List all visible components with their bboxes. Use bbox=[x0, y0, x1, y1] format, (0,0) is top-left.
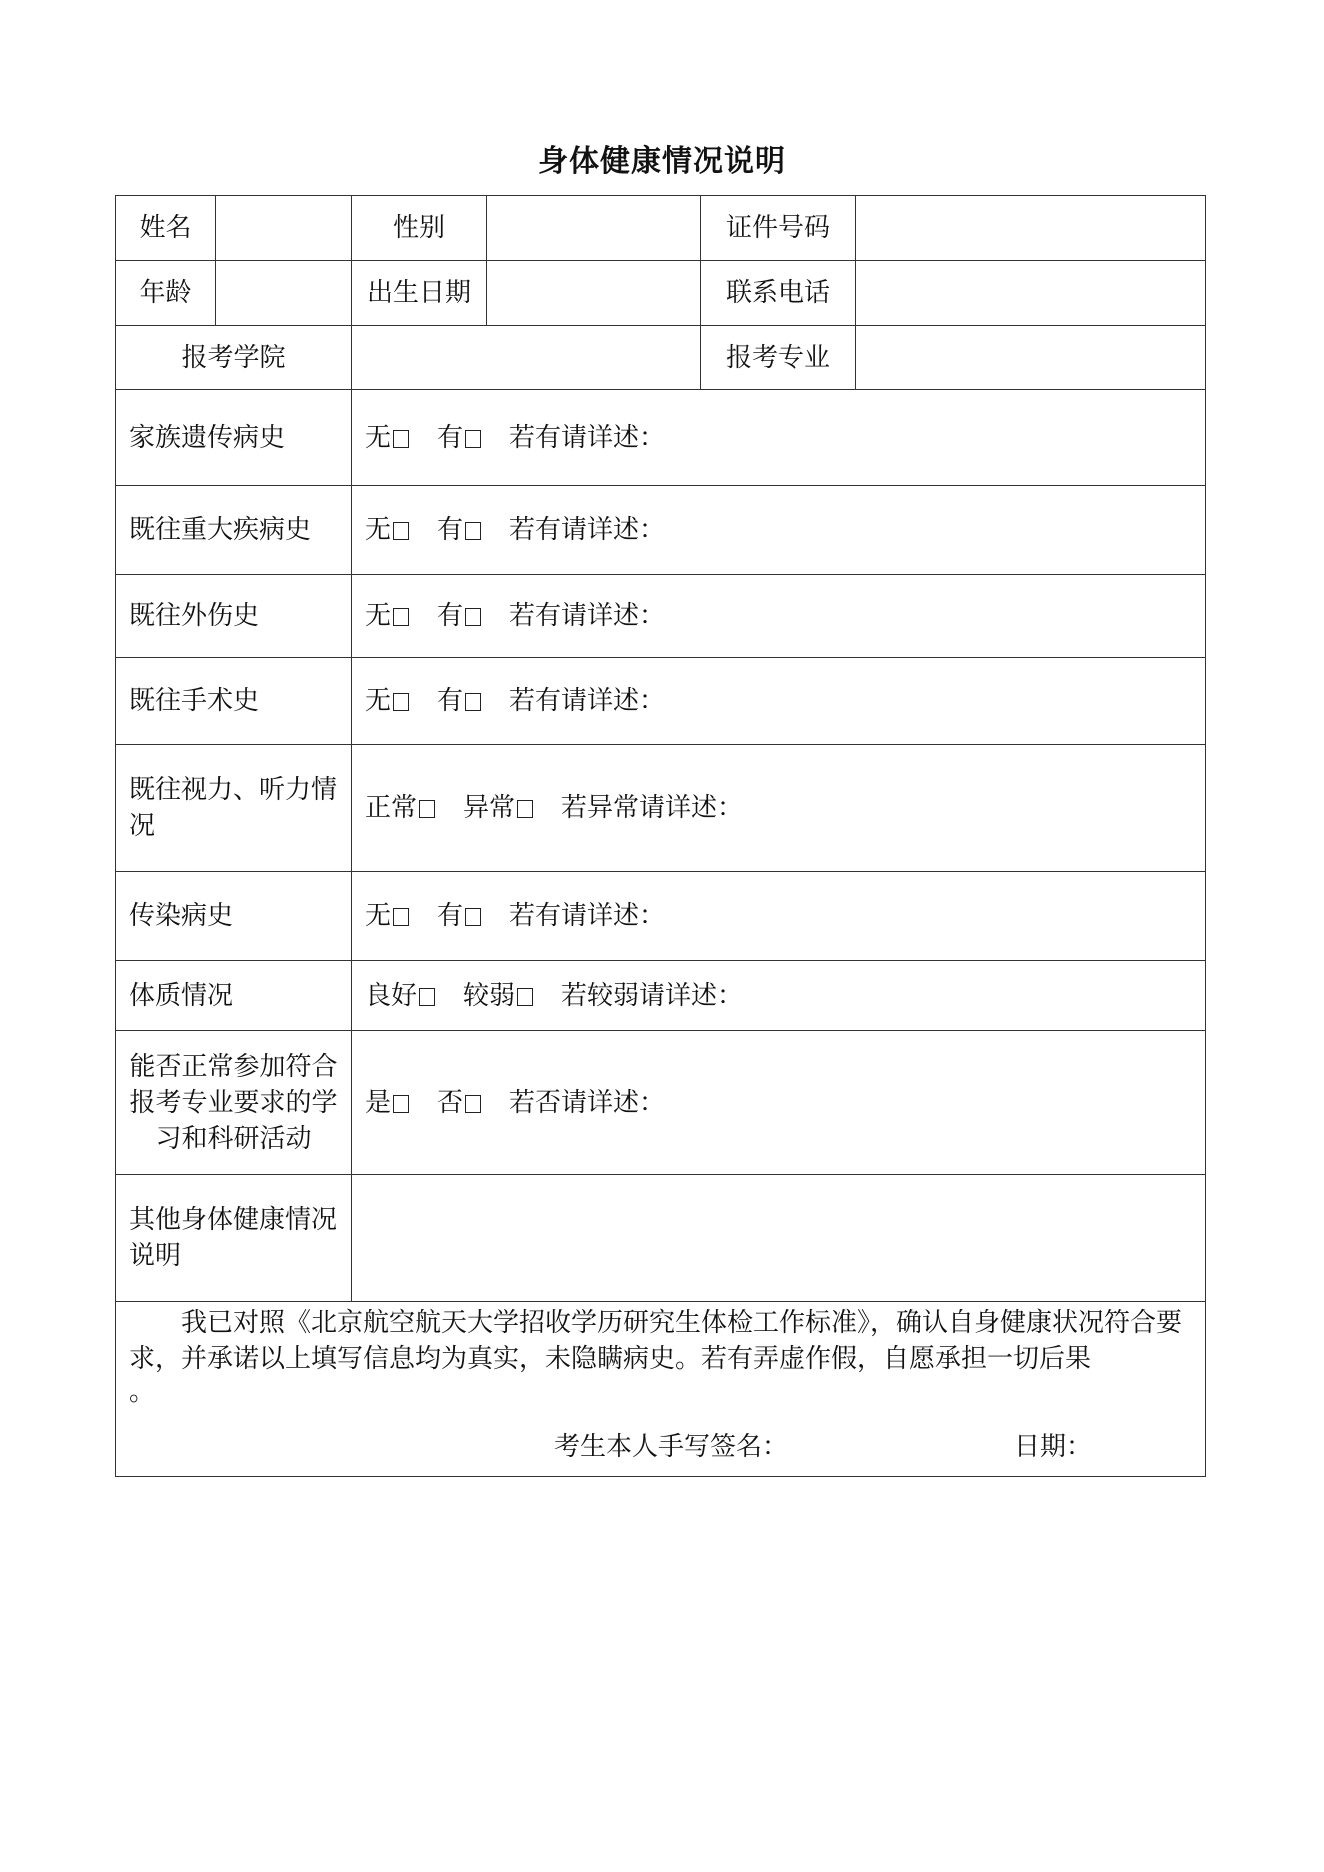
row-age-birth-phone bbox=[116, 261, 1206, 326]
option-1[interactable]: 无 bbox=[365, 686, 409, 716]
checkbox[interactable] bbox=[393, 522, 409, 540]
pledge-end-mark: 。 bbox=[129, 1377, 156, 1407]
pledge-cell bbox=[116, 1302, 1206, 1477]
row-label: 既往重大疾病史 bbox=[116, 486, 352, 575]
row-label: 既往手术史 bbox=[116, 658, 352, 745]
checkbox[interactable] bbox=[517, 988, 533, 1006]
option-1[interactable]: 无 bbox=[365, 423, 409, 453]
checkbox[interactable] bbox=[465, 522, 481, 540]
birth-date-label: 出生日期 bbox=[352, 261, 487, 326]
option-2[interactable]: 有 bbox=[437, 601, 481, 631]
checkbox[interactable] bbox=[465, 1095, 481, 1113]
checkbox[interactable] bbox=[393, 608, 409, 626]
row-label: 能否正常参加符合报考专业要求的学习和科研活动 bbox=[116, 1031, 352, 1175]
row-options bbox=[352, 486, 1206, 575]
college-label: 报考学院 bbox=[116, 326, 352, 390]
option-2[interactable]: 有 bbox=[437, 515, 481, 545]
row-family-history bbox=[116, 390, 1206, 486]
option-2[interactable]: 异常 bbox=[463, 793, 533, 823]
checkbox[interactable] bbox=[393, 1095, 409, 1113]
detail-prompt: 若较弱请详述： bbox=[561, 980, 744, 1011]
checkbox[interactable] bbox=[419, 800, 435, 818]
option-1[interactable]: 无 bbox=[365, 601, 409, 631]
row-college-major bbox=[116, 326, 1206, 390]
row-vision-hearing bbox=[116, 745, 1206, 872]
birth-date-field[interactable] bbox=[487, 261, 701, 326]
detail-prompt: 若有请详述： bbox=[509, 686, 666, 716]
row-options bbox=[352, 745, 1206, 872]
row-label: 体质情况 bbox=[116, 961, 352, 1031]
row-options bbox=[352, 872, 1206, 961]
row-major-illness bbox=[116, 486, 1206, 575]
major-field[interactable] bbox=[856, 326, 1206, 390]
checkbox[interactable] bbox=[465, 430, 481, 448]
option-2[interactable]: 否 bbox=[437, 1088, 481, 1118]
other-health-label: 其他身体健康情况说明 bbox=[116, 1175, 352, 1302]
checkbox[interactable] bbox=[393, 430, 409, 448]
gender-label: 性别 bbox=[352, 196, 487, 261]
id-number-field[interactable] bbox=[856, 196, 1206, 261]
checkbox[interactable] bbox=[393, 908, 409, 926]
signature-line bbox=[129, 1429, 1192, 1473]
checkbox[interactable] bbox=[465, 608, 481, 626]
checkbox[interactable] bbox=[465, 693, 481, 711]
row-injury-history bbox=[116, 575, 1206, 658]
row-infectious-disease bbox=[116, 872, 1206, 961]
row-options bbox=[352, 390, 1206, 486]
row-label: 家族遗传病史 bbox=[116, 390, 352, 486]
row-options bbox=[352, 658, 1206, 745]
age-label: 年龄 bbox=[116, 261, 216, 326]
detail-prompt: 若有请详述： bbox=[509, 901, 666, 931]
name-field[interactable] bbox=[216, 196, 352, 261]
row-pledge bbox=[116, 1302, 1206, 1477]
row-physique bbox=[116, 961, 1206, 1031]
option-2[interactable]: 有 bbox=[437, 901, 481, 931]
phone-field[interactable] bbox=[856, 261, 1206, 326]
major-label: 报考专业 bbox=[701, 326, 856, 390]
checkbox[interactable] bbox=[419, 988, 435, 1006]
age-field[interactable] bbox=[216, 261, 352, 326]
row-label: 传染病史 bbox=[116, 872, 352, 961]
detail-prompt: 若有请详述： bbox=[509, 515, 666, 545]
checkbox[interactable] bbox=[393, 693, 409, 711]
row-study-ability bbox=[116, 1031, 1206, 1175]
detail-prompt: 若异常请详述： bbox=[561, 793, 744, 823]
option-1[interactable]: 正常 bbox=[365, 793, 435, 823]
name-label: 姓名 bbox=[116, 196, 216, 261]
option-1[interactable]: 无 bbox=[365, 901, 409, 931]
detail-prompt: 若有请详述： bbox=[509, 601, 666, 631]
row-options bbox=[352, 961, 1206, 1031]
detail-prompt: 若否请详述： bbox=[509, 1087, 666, 1118]
pledge-text: 我已对照《北京航空航天大学招收学历研究生体检工作标准》，确认自身健康状况符合要求，并承诺以上填写信息均为真实，未隐瞒病史。若有弄虚作假，自愿承担一切后果 bbox=[129, 1308, 1183, 1374]
id-number-label: 证件号码 bbox=[701, 196, 856, 261]
checkbox[interactable] bbox=[465, 908, 481, 926]
row-options bbox=[352, 575, 1206, 658]
option-2[interactable]: 有 bbox=[437, 686, 481, 716]
other-health-field[interactable] bbox=[352, 1175, 1206, 1302]
row-name-gender-id bbox=[116, 196, 1206, 261]
gender-field[interactable] bbox=[487, 196, 701, 261]
row-surgery-history bbox=[116, 658, 1206, 745]
phone-label: 联系电话 bbox=[701, 261, 856, 326]
signature-label: 考生本人手写签名： bbox=[554, 1432, 789, 1462]
row-options bbox=[352, 1031, 1206, 1175]
row-label: 既往视力、听力情况 bbox=[116, 745, 352, 872]
page-title: 身体健康情况说明 bbox=[538, 144, 786, 179]
checkbox[interactable] bbox=[517, 800, 533, 818]
row-other-health bbox=[116, 1175, 1206, 1302]
date-label: 日期： bbox=[1014, 1432, 1093, 1462]
option-1[interactable]: 是 bbox=[365, 1088, 409, 1118]
option-1[interactable]: 良好 bbox=[365, 981, 435, 1011]
detail-prompt: 若有请详述： bbox=[509, 422, 666, 453]
option-2[interactable]: 有 bbox=[437, 423, 481, 453]
option-1[interactable]: 无 bbox=[365, 515, 409, 545]
college-field[interactable] bbox=[352, 326, 701, 390]
row-label: 既往外伤史 bbox=[116, 575, 352, 658]
option-2[interactable]: 较弱 bbox=[463, 981, 533, 1011]
health-form bbox=[115, 195, 1206, 1477]
